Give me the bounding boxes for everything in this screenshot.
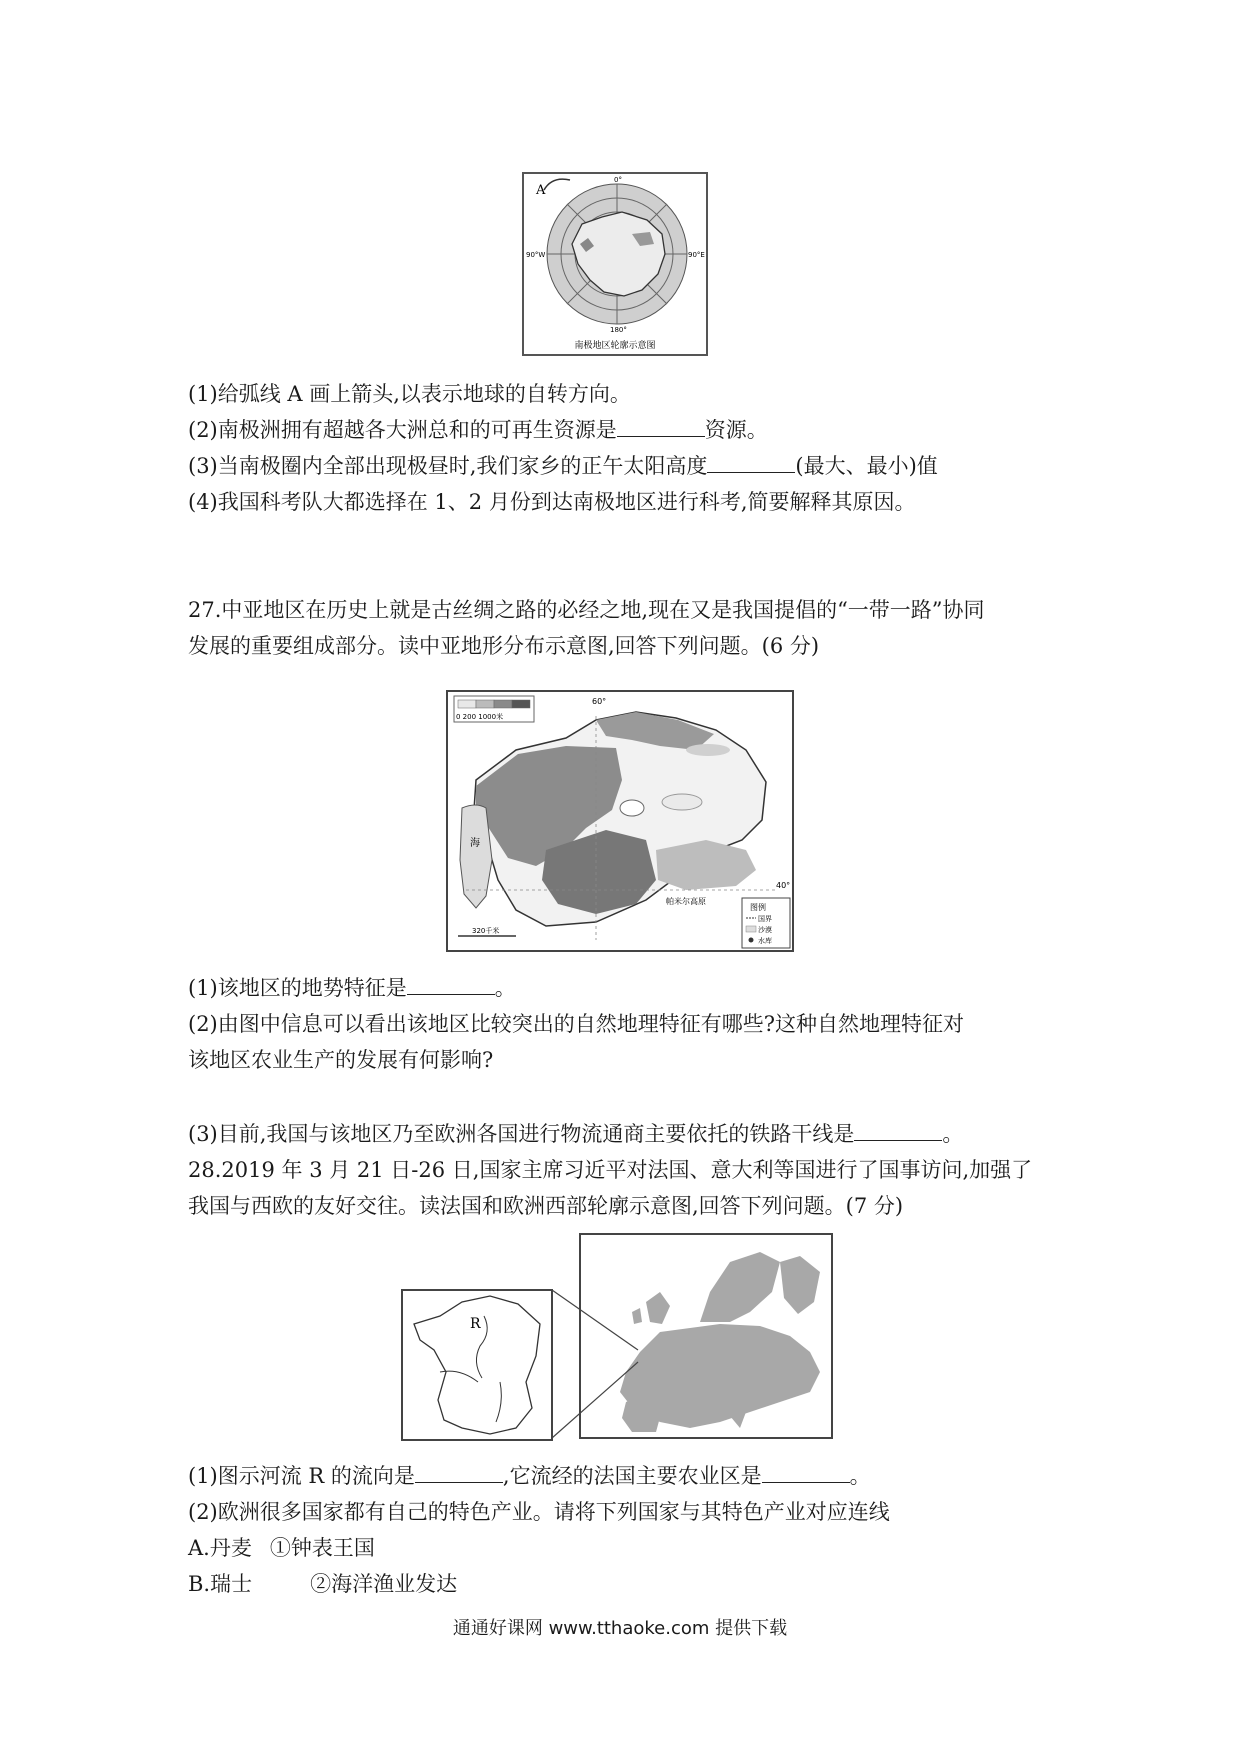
- industry-watch: ①钟表王国: [269, 1536, 375, 1560]
- degree-top: 0°: [614, 176, 622, 184]
- country-denmark: A.丹麦: [188, 1536, 252, 1560]
- q27-item-1-tail: 。: [494, 976, 516, 1000]
- central-asia-map: [446, 690, 794, 952]
- figure-caption: 南极地区轮廓示意图: [574, 341, 656, 351]
- q26-item-2: [188, 416, 768, 444]
- answer-blank[interactable]: [617, 418, 705, 437]
- q28-intro-line1: 28.2019 年 3 月 21 日-26 日,国家主席习近平对法国、意大利等国进行了国事访问,加强了: [188, 1158, 1033, 1182]
- q26-item-2-tail: 资源。: [704, 418, 768, 442]
- answer-blank[interactable]: [854, 1122, 942, 1141]
- central-asia-map-figure: [446, 690, 794, 952]
- legend-item-border: 国界: [758, 915, 772, 923]
- plateau-label: 帕米尔高原: [666, 897, 706, 906]
- answer-blank[interactable]: [762, 1464, 850, 1483]
- legend-item-reservoir: 水库: [758, 937, 772, 945]
- degree-right: 90°E: [688, 251, 705, 259]
- sea-label: 海: [470, 838, 480, 849]
- q27-item-1: [188, 974, 516, 1002]
- q27-item-3: [188, 1120, 963, 1148]
- antarctica-map: [522, 172, 708, 356]
- q28-item-1-tail: 。: [849, 1464, 871, 1488]
- page-footer: 通通好课网 www.tthaoke.com 提供下载: [452, 1618, 788, 1639]
- q28-option-a: [188, 1534, 375, 1562]
- answer-blank[interactable]: [407, 976, 495, 995]
- q26-item-3: [188, 452, 938, 480]
- q28-item-1-mid: ,它流经的法国主要农业区是: [502, 1464, 762, 1488]
- elevation-scale-ticks: 0 200 1000米: [456, 713, 504, 721]
- q28-item-1-text: (1)图示河流 R 的流向是: [188, 1464, 415, 1488]
- arc-label-a: A: [536, 183, 546, 198]
- q26-item-3-tail: (最大、最小)值: [795, 454, 938, 478]
- q26-item-4: (4)我国科考队大都选择在 1、2 月份到达南极地区进行科考,简要解释其原因。: [188, 490, 916, 514]
- degree-bottom: 180°: [610, 326, 627, 334]
- scale-bar-label: 320千米: [472, 927, 500, 935]
- legend-item-desert: 沙漠: [758, 926, 772, 934]
- antarctica-map-figure: [522, 172, 708, 356]
- q28-intro-line2: 我国与西欧的友好交往。读法国和欧洲西部轮廓示意图,回答下列问题。(7 分): [188, 1194, 904, 1218]
- q28-item-2: (2)欧洲很多国家都有自己的特色产业。请将下列国家与其特色产业对应连线: [188, 1500, 890, 1524]
- river-label-r: R: [470, 1316, 481, 1332]
- q27-item-2-line2: 该地区农业生产的发展有何影响?: [188, 1048, 494, 1072]
- q27-intro-line1: 27.中亚地区在历史上就是古丝绸之路的必经之地,现在又是我国提倡的“一带一路”协同: [188, 598, 985, 622]
- answer-blank[interactable]: [415, 1464, 503, 1483]
- europe-map-figure: [400, 1232, 836, 1442]
- legend-title: 图例: [750, 903, 766, 912]
- country-switzerland: B.瑞士: [188, 1572, 253, 1596]
- industry-fishery: ②海洋渔业发达: [310, 1572, 458, 1596]
- q26-item-3-text: (3)当南极圈内全部出现极昼时,我们家乡的正午太阳高度: [188, 454, 708, 478]
- q27-item-2-line1: (2)由图中信息可以看出该地区比较突出的自然地理特征有哪些?这种自然地理特征对: [188, 1012, 965, 1036]
- latitude-label: 40°: [776, 881, 791, 890]
- q27-intro-line2: 发展的重要组成部分。读中亚地形分布示意图,回答下列问题。(6 分): [188, 634, 820, 658]
- answer-blank[interactable]: [707, 454, 795, 473]
- q27-item-3-text: (3)目前,我国与该地区乃至欧洲各国进行物流通商主要依托的铁路干线是: [188, 1122, 855, 1146]
- degree-left: 90°W: [526, 251, 546, 259]
- q27-item-3-tail: 。: [942, 1122, 964, 1146]
- longitude-label: 60°: [592, 697, 607, 706]
- q27-item-1-text: (1)该地区的地势特征是: [188, 976, 407, 1000]
- q28-item-1: [188, 1462, 871, 1490]
- q28-option-b: [188, 1570, 457, 1598]
- q26-item-2-text: (2)南极洲拥有超越各大洲总和的可再生资源是: [188, 418, 617, 442]
- europe-map: [400, 1232, 836, 1442]
- q26-item-1: (1)给弧线 A 画上箭头,以表示地球的自转方向。: [188, 382, 631, 406]
